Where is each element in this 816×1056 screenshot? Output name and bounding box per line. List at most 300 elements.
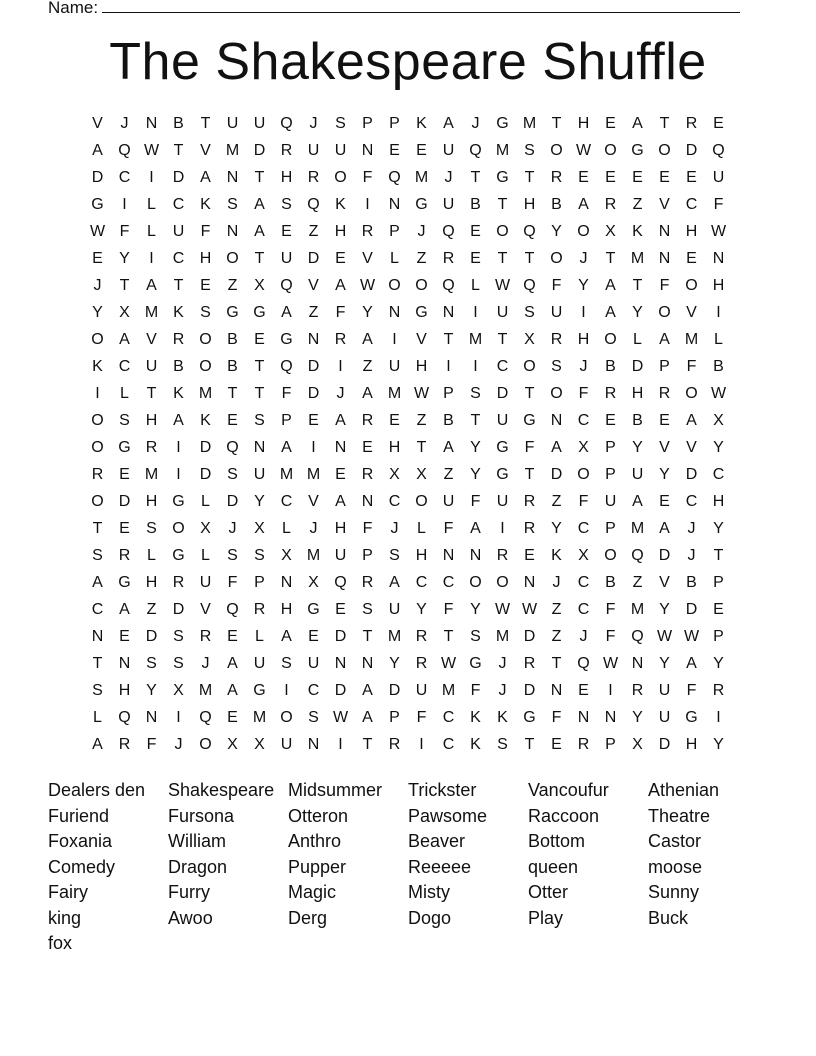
grid-cell[interactable]: U — [442, 493, 455, 510]
grid-cell[interactable]: C — [577, 520, 590, 537]
grid-cell[interactable]: S — [389, 547, 400, 564]
grid-cell[interactable]: T — [146, 385, 157, 402]
grid-cell[interactable]: A — [605, 277, 616, 294]
grid-cell[interactable]: C — [442, 574, 455, 591]
grid-cell[interactable]: A — [632, 493, 643, 510]
grid-cell[interactable]: H — [685, 223, 698, 240]
grid-cell[interactable]: G — [496, 439, 509, 456]
grid-cell[interactable]: E — [659, 493, 670, 510]
grid-cell[interactable]: B — [227, 358, 238, 375]
grid-cell[interactable]: P — [605, 466, 616, 483]
grid-cell[interactable]: F — [416, 709, 427, 726]
grid-cell[interactable]: T — [713, 547, 724, 564]
grid-cell[interactable]: Y — [578, 277, 589, 294]
grid-cell[interactable]: N — [523, 574, 536, 591]
grid-cell[interactable]: F — [335, 304, 346, 321]
grid-cell[interactable]: U — [253, 466, 266, 483]
grid-cell[interactable]: T — [119, 277, 130, 294]
grid-cell[interactable]: D — [307, 358, 320, 375]
grid-cell[interactable]: R — [361, 223, 374, 240]
grid-cell[interactable]: O — [577, 466, 590, 483]
grid-cell[interactable]: W — [575, 142, 592, 159]
grid-cell[interactable]: L — [201, 547, 210, 564]
grid-cell[interactable]: C — [442, 709, 455, 726]
grid-cell[interactable]: S — [227, 466, 238, 483]
grid-cell[interactable]: O — [658, 142, 671, 159]
grid-cell[interactable]: D — [388, 682, 401, 699]
grid-cell[interactable]: D — [226, 493, 239, 510]
grid-cell[interactable]: I — [149, 250, 154, 267]
grid-cell[interactable]: R — [685, 115, 698, 132]
grid-cell[interactable]: T — [524, 736, 535, 753]
grid-cell[interactable]: Y — [659, 655, 670, 672]
grid-cell[interactable]: S — [146, 520, 157, 537]
grid-cell[interactable]: H — [712, 493, 725, 510]
name-underline[interactable] — [102, 0, 740, 13]
grid-cell[interactable]: R — [91, 466, 104, 483]
grid-cell[interactable]: L — [282, 520, 291, 537]
grid-cell[interactable]: A — [686, 412, 697, 429]
grid-cell[interactable]: M — [144, 304, 159, 321]
grid-cell[interactable]: K — [335, 196, 346, 213]
grid-cell[interactable]: Z — [416, 250, 427, 267]
grid-cell[interactable]: B — [605, 358, 616, 375]
grid-cell[interactable]: S — [92, 682, 103, 699]
grid-cell[interactable]: D — [172, 601, 185, 618]
grid-cell[interactable]: N — [334, 439, 347, 456]
grid-cell[interactable]: A — [605, 304, 616, 321]
grid-cell[interactable]: R — [415, 628, 428, 645]
grid-cell[interactable]: L — [471, 277, 480, 294]
grid-cell[interactable]: X — [254, 736, 265, 753]
grid-cell[interactable]: O — [334, 169, 347, 186]
grid-cell[interactable]: M — [198, 682, 213, 699]
grid-cell[interactable]: K — [200, 412, 211, 429]
grid-cell[interactable]: D — [145, 628, 158, 645]
grid-cell[interactable]: N — [442, 304, 455, 321]
grid-cell[interactable]: Q — [199, 709, 212, 726]
grid-cell[interactable]: Y — [659, 601, 670, 618]
grid-cell[interactable]: O — [199, 736, 212, 753]
grid-cell[interactable]: M — [414, 169, 429, 186]
grid-cell[interactable]: O — [469, 574, 482, 591]
grid-cell[interactable]: A — [443, 439, 454, 456]
grid-cell[interactable]: F — [578, 385, 589, 402]
grid-cell[interactable]: G — [415, 304, 428, 321]
grid-cell[interactable]: T — [254, 169, 265, 186]
grid-cell[interactable]: F — [146, 736, 157, 753]
grid-cell[interactable]: Y — [632, 439, 643, 456]
grid-cell[interactable]: T — [92, 655, 103, 672]
grid-cell[interactable]: B — [173, 358, 184, 375]
grid-cell[interactable]: T — [416, 439, 427, 456]
grid-cell[interactable]: E — [281, 223, 292, 240]
grid-cell[interactable]: L — [147, 547, 156, 564]
grid-cell[interactable]: C — [118, 169, 131, 186]
grid-cell[interactable]: J — [579, 358, 588, 375]
grid-cell[interactable]: I — [176, 709, 181, 726]
grid-cell[interactable]: M — [387, 385, 402, 402]
grid-cell[interactable]: H — [577, 331, 590, 348]
grid-cell[interactable]: A — [632, 115, 643, 132]
grid-cell[interactable]: R — [118, 547, 131, 564]
grid-cell[interactable]: E — [713, 115, 724, 132]
grid-cell[interactable]: U — [631, 466, 644, 483]
grid-cell[interactable]: N — [307, 331, 320, 348]
grid-cell[interactable]: M — [225, 142, 240, 159]
grid-cell[interactable]: J — [228, 520, 237, 537]
grid-cell[interactable]: U — [145, 358, 158, 375]
grid-cell[interactable]: Y — [713, 736, 724, 753]
grid-cell[interactable]: U — [604, 493, 617, 510]
grid-cell[interactable]: H — [280, 601, 293, 618]
grid-cell[interactable]: D — [550, 466, 563, 483]
grid-cell[interactable]: I — [365, 196, 370, 213]
grid-cell[interactable]: T — [254, 385, 265, 402]
grid-cell[interactable]: V — [200, 601, 211, 618]
grid-cell[interactable]: A — [200, 169, 211, 186]
grid-cell[interactable]: C — [577, 574, 590, 591]
grid-cell[interactable]: R — [307, 169, 320, 186]
grid-cell[interactable]: V — [362, 250, 373, 267]
grid-cell[interactable]: Z — [416, 412, 427, 429]
grid-cell[interactable]: U — [442, 142, 455, 159]
grid-cell[interactable]: X — [713, 412, 724, 429]
grid-cell[interactable]: J — [93, 277, 102, 294]
grid-cell[interactable]: G — [280, 331, 293, 348]
grid-cell[interactable]: C — [685, 493, 698, 510]
grid-cell[interactable]: J — [498, 655, 507, 672]
grid-cell[interactable]: N — [118, 655, 131, 672]
grid-cell[interactable]: G — [253, 682, 266, 699]
grid-cell[interactable]: R — [415, 655, 428, 672]
grid-cell[interactable]: G — [415, 196, 428, 213]
grid-cell[interactable]: K — [173, 385, 184, 402]
grid-cell[interactable]: J — [579, 250, 588, 267]
grid-cell[interactable]: T — [254, 250, 265, 267]
grid-cell[interactable]: K — [632, 223, 643, 240]
grid-cell[interactable]: A — [335, 493, 346, 510]
grid-cell[interactable]: G — [118, 439, 131, 456]
grid-cell[interactable]: W — [494, 601, 511, 618]
grid-cell[interactable]: M — [279, 466, 294, 483]
grid-cell[interactable]: K — [470, 736, 481, 753]
grid-cell[interactable]: U — [712, 169, 725, 186]
grid-cell[interactable]: Q — [280, 358, 293, 375]
grid-cell[interactable]: A — [335, 277, 346, 294]
grid-cell[interactable]: M — [495, 628, 510, 645]
grid-cell[interactable]: V — [308, 277, 319, 294]
grid-cell[interactable]: U — [442, 196, 455, 213]
grid-cell[interactable]: T — [551, 655, 562, 672]
grid-cell[interactable]: J — [120, 115, 129, 132]
grid-cell[interactable]: W — [710, 385, 727, 402]
grid-cell[interactable]: A — [362, 385, 373, 402]
grid-cell[interactable]: Y — [416, 601, 427, 618]
grid-cell[interactable]: P — [362, 115, 373, 132]
grid-cell[interactable]: S — [254, 547, 265, 564]
grid-cell[interactable]: N — [658, 250, 671, 267]
grid-cell[interactable]: O — [550, 250, 563, 267]
grid-cell[interactable]: W — [440, 655, 457, 672]
grid-cell[interactable]: A — [227, 682, 238, 699]
grid-cell[interactable]: E — [470, 223, 481, 240]
grid-cell[interactable]: B — [443, 412, 454, 429]
grid-cell[interactable]: Q — [280, 277, 293, 294]
grid-cell[interactable]: A — [362, 331, 373, 348]
grid-cell[interactable]: T — [470, 412, 481, 429]
grid-cell[interactable]: E — [119, 466, 130, 483]
grid-cell[interactable]: A — [254, 196, 265, 213]
grid-cell[interactable]: F — [443, 520, 454, 537]
grid-cell[interactable]: T — [200, 115, 211, 132]
grid-cell[interactable]: O — [685, 385, 698, 402]
grid-cell[interactable]: A — [146, 277, 157, 294]
grid-cell[interactable]: O — [685, 277, 698, 294]
grid-cell[interactable]: G — [172, 493, 185, 510]
grid-cell[interactable]: E — [605, 169, 616, 186]
grid-cell[interactable]: M — [468, 331, 483, 348]
grid-cell[interactable]: T — [362, 628, 373, 645]
grid-cell[interactable]: S — [227, 196, 238, 213]
grid-cell[interactable]: F — [713, 196, 724, 213]
grid-cell[interactable]: T — [443, 628, 454, 645]
grid-cell[interactable]: X — [605, 223, 616, 240]
grid-cell[interactable]: D — [307, 250, 320, 267]
grid-cell[interactable]: L — [255, 628, 264, 645]
grid-cell[interactable]: N — [388, 304, 401, 321]
grid-cell[interactable]: N — [388, 196, 401, 213]
grid-cell[interactable]: J — [498, 682, 507, 699]
grid-cell[interactable]: F — [686, 358, 697, 375]
grid-cell[interactable]: E — [659, 412, 670, 429]
grid-cell[interactable]: N — [442, 547, 455, 564]
grid-cell[interactable]: H — [631, 385, 644, 402]
grid-cell[interactable]: Q — [388, 169, 401, 186]
grid-cell[interactable]: M — [198, 385, 213, 402]
grid-cell[interactable]: P — [605, 439, 616, 456]
grid-cell[interactable]: C — [712, 466, 725, 483]
grid-cell[interactable]: T — [524, 169, 535, 186]
grid-cell[interactable]: X — [200, 520, 211, 537]
grid-cell[interactable]: E — [335, 250, 346, 267]
grid-cell[interactable]: S — [92, 547, 103, 564]
grid-cell[interactable]: U — [550, 304, 563, 321]
grid-cell[interactable]: D — [658, 547, 671, 564]
grid-cell[interactable]: J — [579, 628, 588, 645]
grid-cell[interactable]: Y — [254, 493, 265, 510]
grid-cell[interactable]: M — [144, 466, 159, 483]
grid-cell[interactable]: S — [470, 385, 481, 402]
grid-cell[interactable]: Y — [713, 439, 724, 456]
grid-cell[interactable]: Q — [577, 655, 590, 672]
grid-cell[interactable]: S — [362, 601, 373, 618]
grid-cell[interactable]: A — [389, 574, 400, 591]
grid-cell[interactable]: Q — [334, 574, 347, 591]
grid-cell[interactable]: Z — [308, 304, 319, 321]
grid-cell[interactable]: T — [551, 115, 562, 132]
grid-cell[interactable]: F — [551, 277, 562, 294]
grid-cell[interactable]: R — [172, 574, 185, 591]
grid-cell[interactable]: I — [581, 304, 586, 321]
grid-cell[interactable]: U — [334, 142, 347, 159]
grid-cell[interactable]: N — [469, 547, 482, 564]
grid-cell[interactable]: S — [200, 304, 211, 321]
grid-cell[interactable]: O — [280, 709, 293, 726]
grid-cell[interactable]: I — [392, 331, 397, 348]
grid-cell[interactable]: P — [713, 574, 724, 591]
grid-cell[interactable]: N — [550, 412, 563, 429]
grid-cell[interactable]: D — [172, 169, 185, 186]
grid-cell[interactable]: X — [119, 304, 130, 321]
grid-cell[interactable]: S — [524, 304, 535, 321]
grid-cell[interactable]: M — [387, 628, 402, 645]
grid-cell[interactable]: Y — [470, 439, 481, 456]
grid-cell[interactable]: G — [253, 304, 266, 321]
grid-cell[interactable]: S — [497, 736, 508, 753]
grid-cell[interactable]: J — [309, 520, 318, 537]
name-field[interactable] — [48, 0, 740, 18]
grid-cell[interactable]: H — [199, 250, 212, 267]
grid-cell[interactable]: U — [388, 601, 401, 618]
grid-cell[interactable]: B — [470, 196, 481, 213]
grid-cell[interactable]: W — [602, 655, 619, 672]
grid-cell[interactable]: N — [226, 169, 239, 186]
grid-cell[interactable]: E — [227, 412, 238, 429]
grid-cell[interactable]: A — [659, 331, 670, 348]
grid-cell[interactable]: J — [552, 574, 561, 591]
grid-cell[interactable]: R — [550, 331, 563, 348]
grid-cell[interactable]: A — [686, 655, 697, 672]
grid-cell[interactable]: C — [415, 574, 428, 591]
grid-cell[interactable]: Y — [146, 682, 157, 699]
grid-cell[interactable]: E — [389, 412, 400, 429]
grid-cell[interactable]: O — [388, 277, 401, 294]
grid-cell[interactable]: P — [254, 574, 265, 591]
grid-cell[interactable]: H — [523, 196, 536, 213]
grid-cell[interactable]: X — [416, 466, 427, 483]
grid-cell[interactable]: S — [173, 628, 184, 645]
grid-cell[interactable]: M — [630, 601, 645, 618]
grid-cell[interactable]: P — [713, 628, 724, 645]
grid-cell[interactable]: V — [659, 196, 670, 213]
grid-cell[interactable]: L — [147, 223, 156, 240]
grid-cell[interactable]: E — [362, 439, 373, 456]
grid-cell[interactable]: E — [92, 250, 103, 267]
grid-cell[interactable]: L — [147, 196, 156, 213]
grid-cell[interactable]: A — [551, 439, 562, 456]
grid-cell[interactable]: E — [578, 169, 589, 186]
grid-cell[interactable]: G — [523, 412, 536, 429]
grid-cell[interactable]: V — [416, 331, 427, 348]
grid-cell[interactable]: M — [522, 115, 537, 132]
grid-cell[interactable]: J — [201, 655, 210, 672]
grid-cell[interactable]: N — [631, 655, 644, 672]
grid-cell[interactable]: Y — [362, 304, 373, 321]
grid-cell[interactable]: H — [415, 547, 428, 564]
grid-cell[interactable]: Q — [631, 547, 644, 564]
grid-cell[interactable]: Q — [442, 277, 455, 294]
grid-cell[interactable]: W — [494, 277, 511, 294]
grid-cell[interactable]: H — [685, 736, 698, 753]
grid-cell[interactable]: N — [361, 493, 374, 510]
grid-cell[interactable]: F — [686, 682, 697, 699]
grid-cell[interactable]: U — [280, 736, 293, 753]
grid-cell[interactable]: A — [362, 709, 373, 726]
grid-cell[interactable]: F — [227, 574, 238, 591]
grid-cell[interactable]: V — [659, 574, 670, 591]
grid-cell[interactable]: A — [281, 628, 292, 645]
grid-cell[interactable]: E — [470, 250, 481, 267]
grid-cell[interactable]: Y — [713, 655, 724, 672]
grid-cell[interactable]: J — [417, 223, 426, 240]
grid-cell[interactable]: O — [199, 358, 212, 375]
grid-cell[interactable]: E — [119, 628, 130, 645]
grid-cell[interactable]: D — [496, 385, 509, 402]
grid-cell[interactable]: G — [469, 655, 482, 672]
grid-cell[interactable]: U — [307, 655, 320, 672]
grid-cell[interactable]: G — [172, 547, 185, 564]
grid-cell[interactable]: T — [524, 250, 535, 267]
grid-cell[interactable]: Y — [389, 655, 400, 672]
grid-cell[interactable]: U — [226, 115, 239, 132]
grid-cell[interactable]: L — [714, 331, 723, 348]
grid-cell[interactable]: G — [91, 196, 104, 213]
grid-cell[interactable]: P — [389, 223, 400, 240]
grid-cell[interactable]: R — [442, 250, 455, 267]
grid-cell[interactable]: M — [306, 466, 321, 483]
grid-cell[interactable]: N — [577, 709, 590, 726]
grid-cell[interactable]: L — [417, 520, 426, 537]
grid-cell[interactable]: E — [686, 169, 697, 186]
grid-cell[interactable]: X — [254, 520, 265, 537]
grid-cell[interactable]: A — [578, 196, 589, 213]
grid-cell[interactable]: X — [632, 736, 643, 753]
grid-cell[interactable]: F — [362, 169, 373, 186]
grid-cell[interactable]: D — [118, 493, 131, 510]
grid-cell[interactable]: A — [92, 736, 103, 753]
grid-cell[interactable]: O — [577, 223, 590, 240]
grid-cell[interactable]: D — [199, 439, 212, 456]
grid-cell[interactable]: Y — [470, 601, 481, 618]
grid-cell[interactable]: K — [416, 115, 427, 132]
grid-cell[interactable]: I — [95, 385, 100, 402]
grid-cell[interactable]: N — [253, 439, 266, 456]
grid-cell[interactable]: I — [176, 439, 181, 456]
grid-cell[interactable]: G — [685, 709, 698, 726]
grid-cell[interactable]: I — [473, 358, 478, 375]
grid-cell[interactable]: R — [118, 736, 131, 753]
grid-cell[interactable]: E — [335, 601, 346, 618]
grid-cell[interactable]: Q — [280, 115, 293, 132]
grid-cell[interactable]: W — [710, 223, 727, 240]
word-search-grid[interactable] — [84, 114, 732, 762]
grid-cell[interactable]: G — [631, 142, 644, 159]
grid-cell[interactable]: Q — [523, 223, 536, 240]
grid-cell[interactable]: A — [254, 223, 265, 240]
grid-cell[interactable]: R — [577, 736, 590, 753]
grid-cell[interactable]: F — [362, 520, 373, 537]
grid-cell[interactable]: N — [145, 709, 158, 726]
grid-cell[interactable]: E — [551, 736, 562, 753]
grid-cell[interactable]: R — [523, 655, 536, 672]
grid-cell[interactable]: F — [578, 493, 589, 510]
grid-cell[interactable]: M — [630, 250, 645, 267]
grid-cell[interactable]: R — [334, 331, 347, 348]
grid-cell[interactable]: F — [443, 601, 454, 618]
grid-cell[interactable]: X — [524, 331, 535, 348]
grid-cell[interactable]: U — [415, 682, 428, 699]
